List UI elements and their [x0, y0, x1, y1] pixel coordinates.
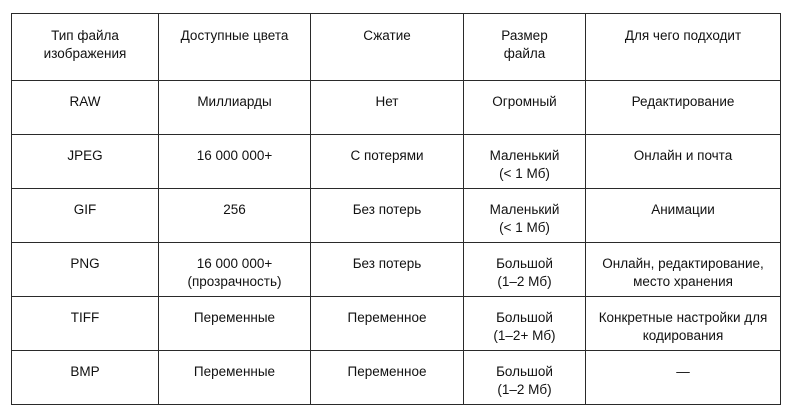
cell-compression: Без потерь [311, 243, 464, 297]
image-format-table-container [11, 13, 781, 405]
cell-compression: С потерями [311, 135, 464, 189]
header-compression: Сжатие [311, 14, 464, 81]
cell-file-type: BMP [12, 351, 159, 405]
table-row-bmp [12, 351, 781, 405]
cell-use-case: Анимации [586, 189, 781, 243]
cell-use-case: Конкретные настройки для кодирования [586, 297, 781, 351]
cell-use-case: Онлайн и почта [586, 135, 781, 189]
cell-available-colors: 16 000 000+ [159, 135, 311, 189]
cell-file-size: Огромный [464, 81, 586, 135]
cell-file-size: Большой (1–2 Мб) [464, 243, 586, 297]
cell-file-type: TIFF [12, 297, 159, 351]
cell-file-size: Маленький (< 1 Мб) [464, 135, 586, 189]
cell-compression: Переменное [311, 351, 464, 405]
cell-available-colors: 16 000 000+ (прозрачность) [159, 243, 311, 297]
cell-use-case: Редактирование [586, 81, 781, 135]
table-row-jpeg [12, 135, 781, 189]
cell-compression: Нет [311, 81, 464, 135]
cell-available-colors: Переменные [159, 297, 311, 351]
cell-file-size: Большой (1–2 Мб) [464, 351, 586, 405]
table-row-gif [12, 189, 781, 243]
header-available-colors: Доступные цвета [159, 14, 311, 81]
image-format-comparison-table [11, 13, 781, 405]
table-row-tiff [12, 297, 781, 351]
cell-available-colors: Переменные [159, 351, 311, 405]
cell-file-type: RAW [12, 81, 159, 135]
cell-file-type: JPEG [12, 135, 159, 189]
header-file-size: Размер файла [464, 14, 586, 81]
cell-use-case: — [586, 351, 781, 405]
cell-file-type: GIF [12, 189, 159, 243]
table-row-raw [12, 81, 781, 135]
cell-available-colors: 256 [159, 189, 311, 243]
cell-compression: Переменное [311, 297, 464, 351]
cell-file-type: PNG [12, 243, 159, 297]
table-header-row [12, 14, 781, 81]
header-use-case: Для чего подходит [586, 14, 781, 81]
header-file-type: Тип файла изображения [12, 14, 159, 81]
cell-file-size: Маленький (< 1 Мб) [464, 189, 586, 243]
table-row-png [12, 243, 781, 297]
cell-available-colors: Миллиарды [159, 81, 311, 135]
cell-file-size: Большой (1–2+ Мб) [464, 297, 586, 351]
cell-use-case: Онлайн, редактирование, место хранения [586, 243, 781, 297]
cell-compression: Без потерь [311, 189, 464, 243]
